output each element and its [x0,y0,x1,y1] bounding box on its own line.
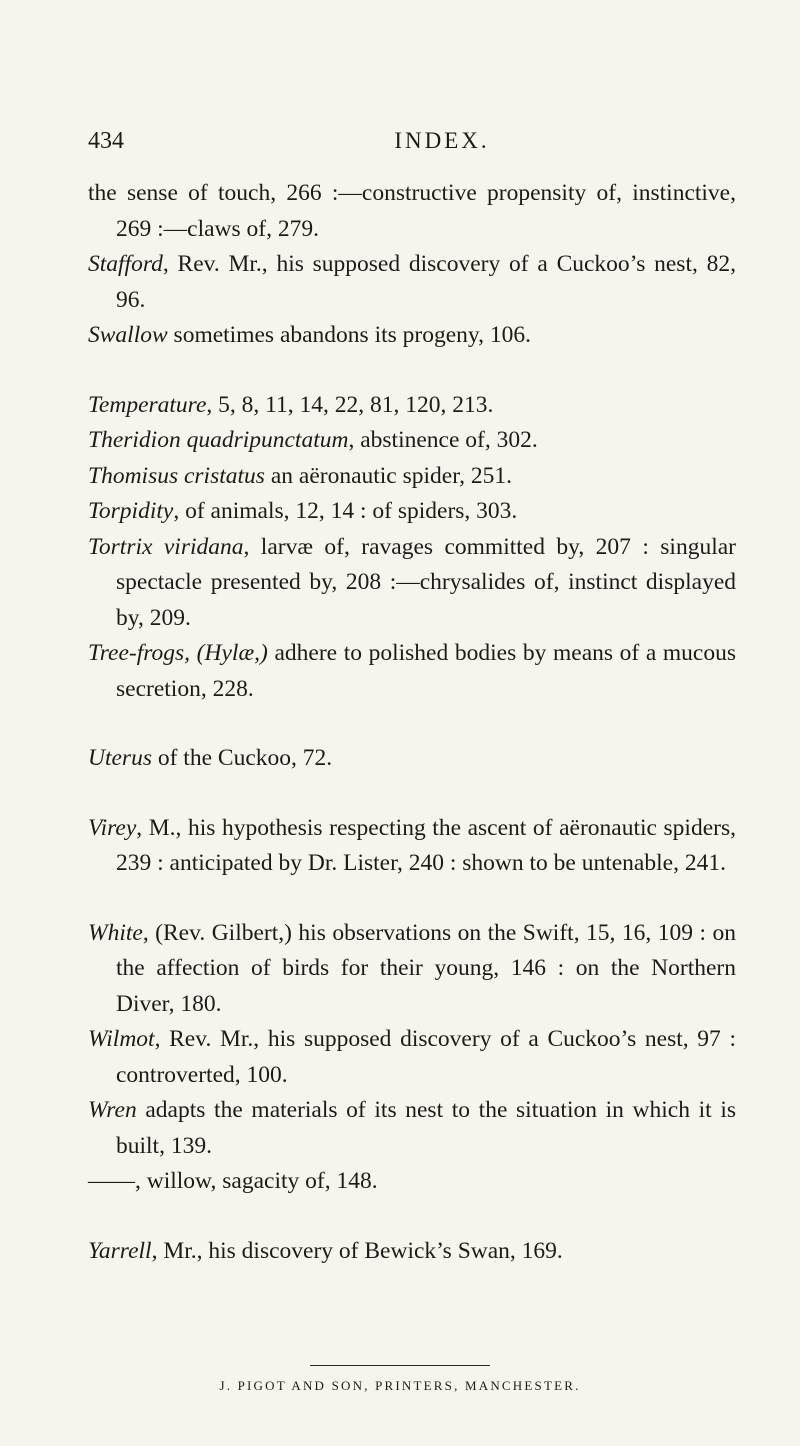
index-entry-continuation [88,176,736,247]
index-entry-thomisus [88,459,736,495]
entry-text: sometimes abandons its progeny, 106. [167,322,532,348]
entry-text: the sense of touch, 266 :—constructive propensity of, instinctive, 269 :—claws of, 279. [88,180,736,242]
entry-text: of the Cuckoo, 72. [151,745,333,771]
entry-term: Temperature [88,391,207,418]
entry-term: White [88,919,143,946]
index-entry-theridion [88,423,736,459]
index-entry-wren [88,1093,736,1164]
index-entry-wren-willow [88,1164,736,1200]
index-entries [88,176,736,1269]
imprint-rule [310,1365,490,1366]
page-number: 434 [88,128,124,154]
entry-text: adhere to polished bodies by means of a mucous secretion, 228. [116,640,737,702]
index-entry-swallow [88,318,736,354]
entry-text: , 5, 8, 11, 14, 22, 81, 120, 213. [206,391,494,418]
entry-term: Virey [88,814,137,841]
entry-term: Stafford [88,251,163,277]
entry-text: ——, willow, sagacity of, 148. [88,1168,378,1194]
entry-term: Tree-frogs, (Hylæ,) [88,640,268,666]
entry-term: Yarrell [88,1237,152,1264]
index-entry-virey [88,811,736,882]
entry-term: Wilmot [88,1026,155,1052]
entry-term: Tortrix viridana [88,533,244,560]
index-entry-temperature [88,388,736,424]
entry-text: , larvæ of, ravages committed by, 207 : singular spectacle presented by, 208 :—chrysalides of, instinct displayed by, 209. [116,533,736,631]
index-entry-stafford [88,247,736,318]
entry-term: Swallow [88,322,168,348]
entry-text: adapts the materials of its nest to the situation in which it is built, 139. [116,1097,736,1159]
entry-term: Torpidity [88,498,174,524]
index-entry-tortrix [88,530,736,637]
entry-text: an aëronautic spider, 251. [264,462,512,489]
index-entry-uterus [88,741,736,777]
index-entry-tree-frogs [88,636,736,707]
entry-text: , Rev. Mr., his supposed discovery of a Cuckoo’s nest, 82, 96. [116,251,736,313]
entry-text: , of animals, 12, 14 : of spiders, 303. [173,498,518,524]
running-head [88,128,736,162]
entry-text: , Rev. Mr., his supposed discovery of a Cuckoo’s nest, 97 : controverted, 100. [116,1026,736,1088]
entry-text: , Mr., his discovery of Bewick’s Swan, 169. [151,1237,563,1264]
index-entry-yarrell [88,1234,736,1270]
index-entry-torpidity [88,494,736,530]
imprint-text: J. PIGOT AND SON, PRINTERS, MANCHESTER. [219,1378,581,1393]
entry-text: , abstinence of, 302. [348,427,538,453]
index-entry-wilmot [88,1022,736,1093]
index-entry-white [88,916,736,1023]
running-title: INDEX. [394,128,490,153]
entry-term: Theridion quadripunctatum [88,427,349,453]
entry-term: Thomisus cristatus [88,462,265,489]
printer-imprint [0,1365,800,1394]
entry-term: Uterus [88,745,152,771]
entry-text: , (Rev. Gilbert,) his observations on the Swift, 15, 16, 109 : on the affection of birds for their young, 146 : on the Northern Diver, 180. [116,919,736,1017]
entry-term: Wren [88,1097,137,1123]
entry-text: , M., his hypothesis respecting the ascent of aëronautic spiders, 239 : anticipated by Dr. Lister, 240 : shown to be untenable, 241. [116,814,736,876]
